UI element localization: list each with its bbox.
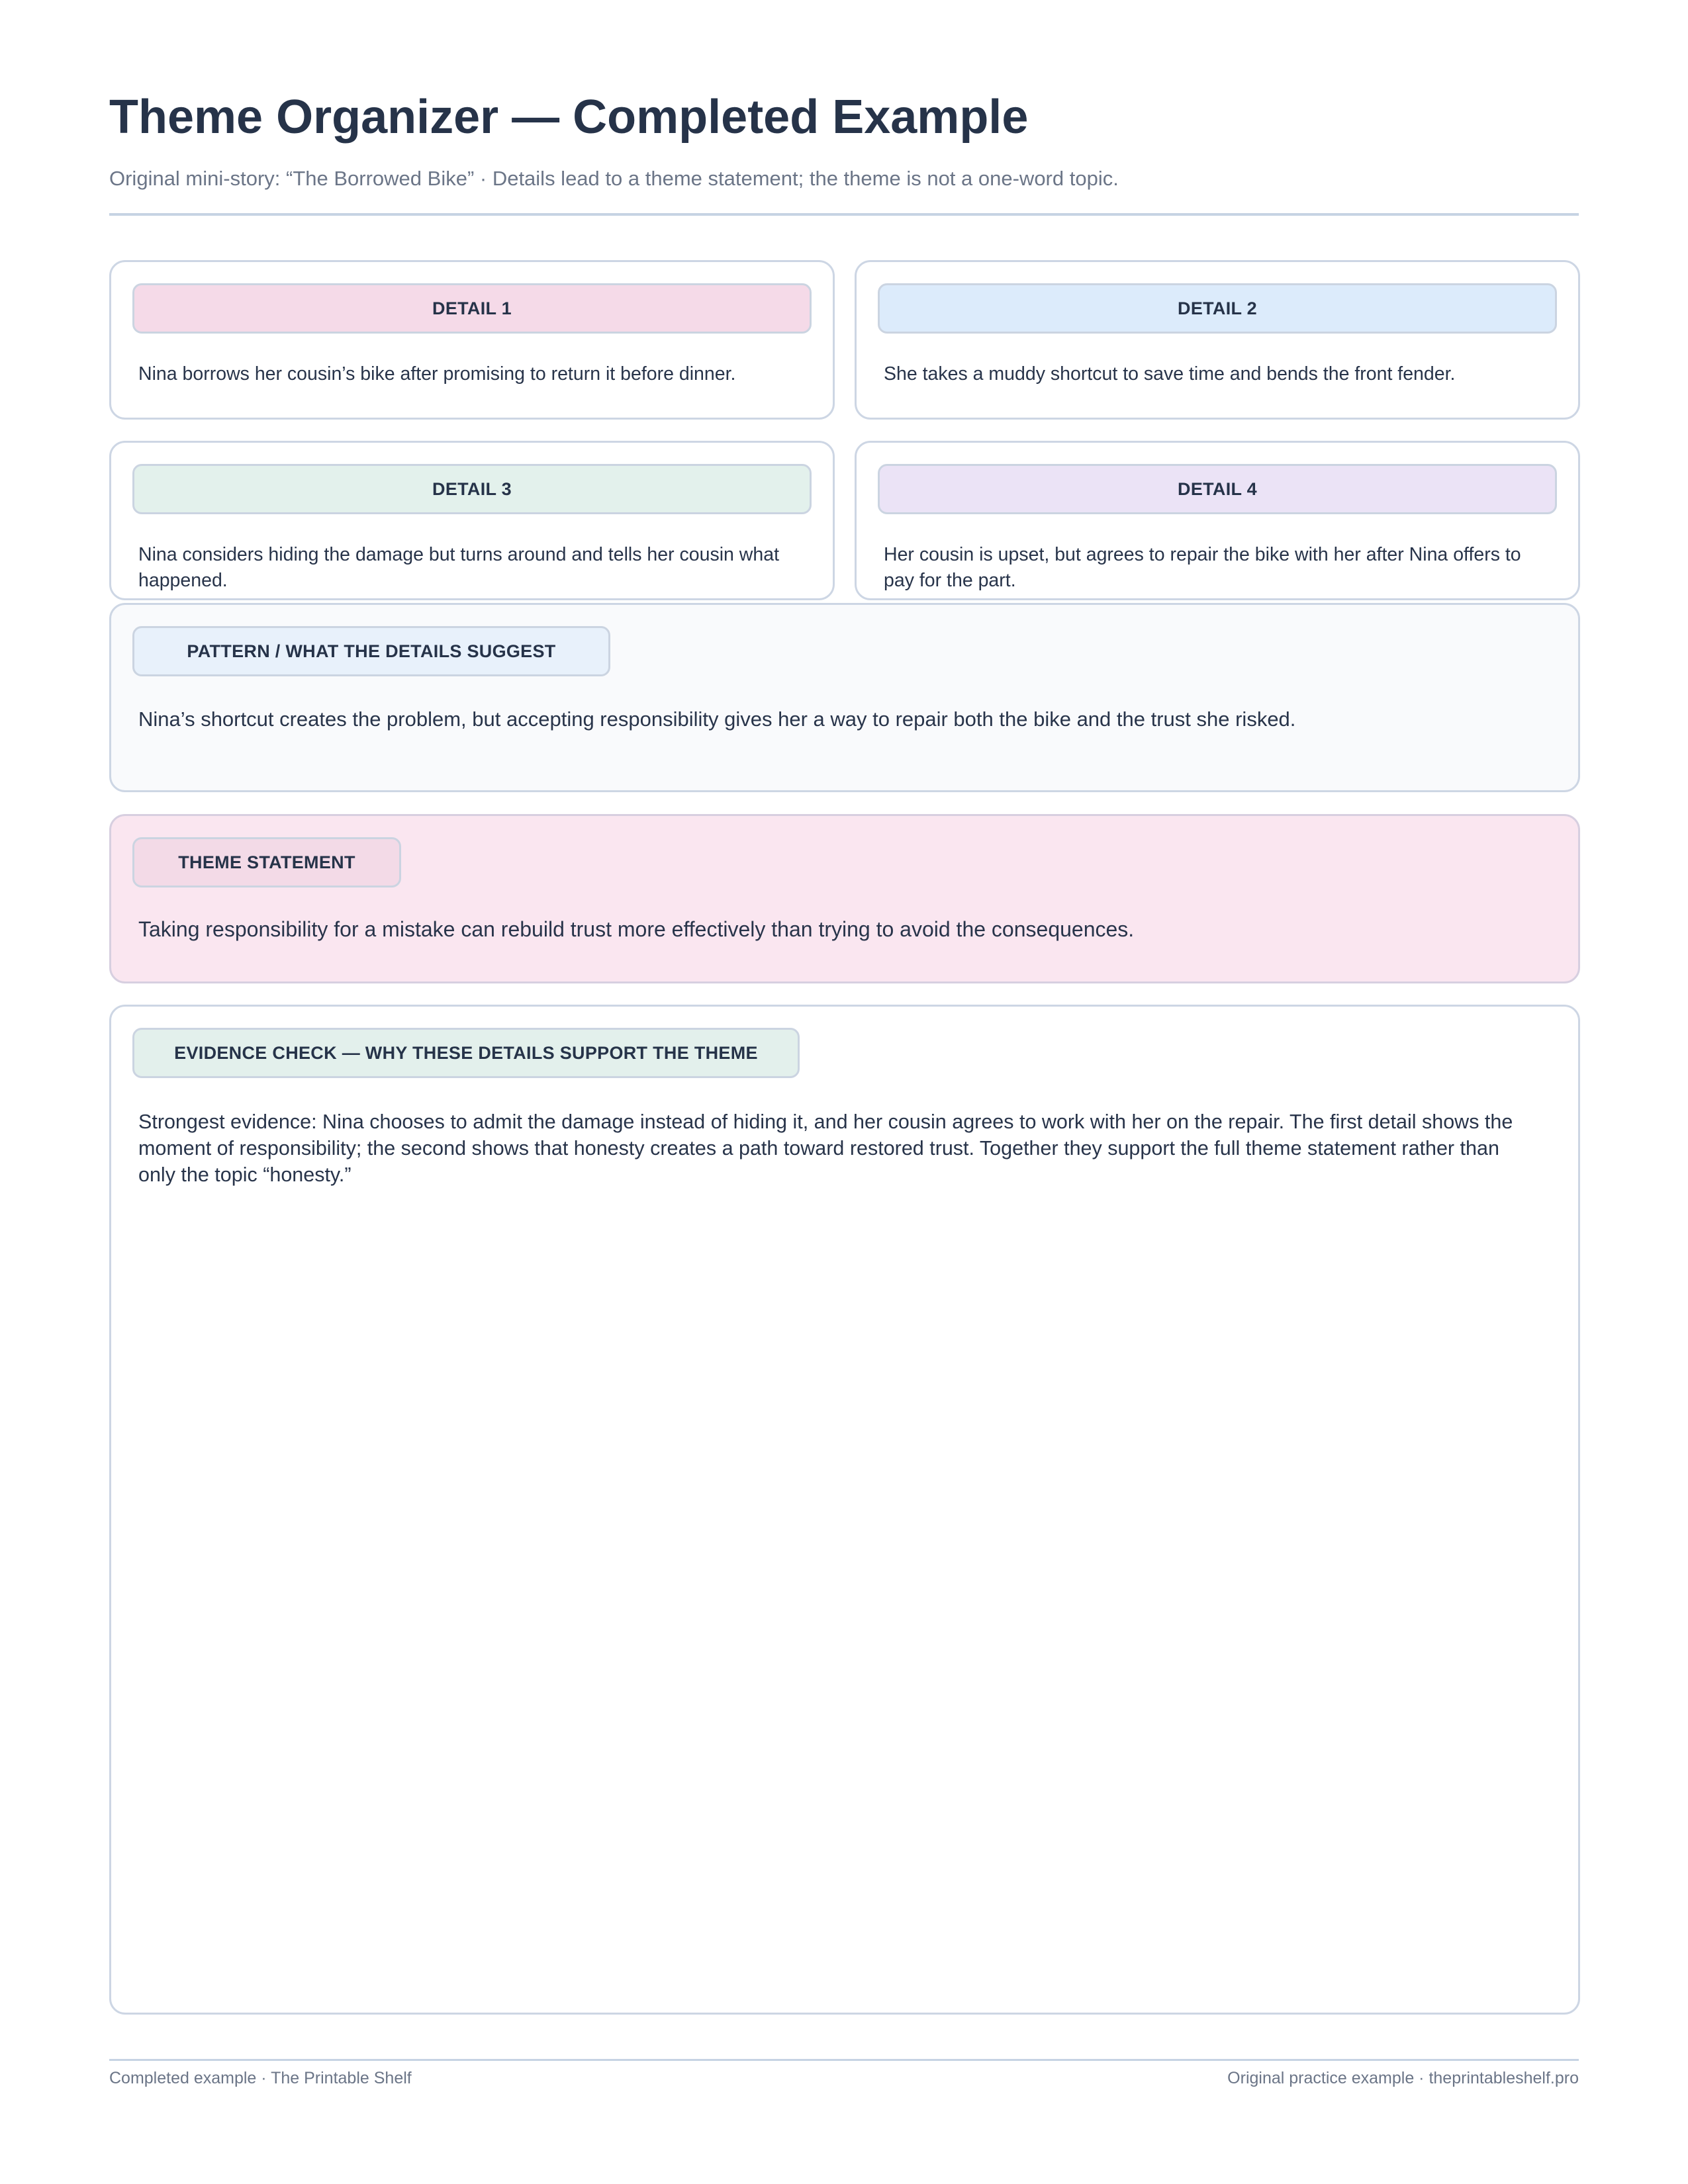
detail-2-text: She takes a muddy shortcut to save time and bends the front fender. [884,363,1456,385]
detail-4-label: DETAIL 4 [878,464,1557,514]
footer-left-text: Completed example · The Printable Shelf [109,2069,412,2087]
footer-divider [109,2059,1579,2061]
footer-right-text: Original practice example · theprintableshelf.pro [1227,2069,1579,2087]
page-subtitle: Original mini-story: “The Borrowed Bike” · Details lead to a theme statement; the theme is not a one-word topic. [109,167,1119,190]
detail-card-4 [855,441,1580,600]
detail-3-label: DETAIL 3 [132,464,812,514]
pattern-label: PATTERN / WHAT THE DETAILS SUGGEST [132,626,610,676]
evidence-check-text: Strongest evidence: Nina chooses to admit the damage instead of hiding it, and her cousin agrees to work with her on the repair. The first detail shows the moment of responsibility; the second shows that honesty creates a path toward restored trust. Together they support the full theme statement rather than only the topic “honesty.” [138,1111,1513,1186]
evidence-check-label: EVIDENCE CHECK — WHY THESE DETAILS SUPPORT THE THEME [132,1028,800,1078]
detail-1-text: Nina borrows her cousin’s bike after promising to return it before dinner. [138,363,736,385]
detail-card-3 [109,441,835,600]
pattern-text: Nina’s shortcut creates the problem, but accepting responsibility gives her a way to repair both the bike and the trust she risked. [138,707,1296,731]
header-divider [109,213,1579,216]
page-title: Theme Organizer — Completed Example [109,91,1029,144]
evidence-check-card [109,1005,1580,2015]
theme-statement-text: Taking responsibility for a mistake can rebuild trust more effectively than trying to avoid the consequences. [138,917,1135,941]
detail-card-2 [855,260,1580,420]
detail-3-text: Nina considers hiding the damage but turns around and tells her cousin what happened. [138,544,780,591]
pattern-card [109,603,1580,792]
theme-statement-label: THEME STATEMENT [132,837,401,887]
detail-2-label: DETAIL 2 [878,283,1557,334]
theme-statement-card [109,814,1580,983]
detail-4-text: Her cousin is upset, but agrees to repair the bike with her after Nina offers to pay for the part. [884,544,1521,591]
detail-1-label: DETAIL 1 [132,283,812,334]
detail-card-1 [109,260,835,420]
